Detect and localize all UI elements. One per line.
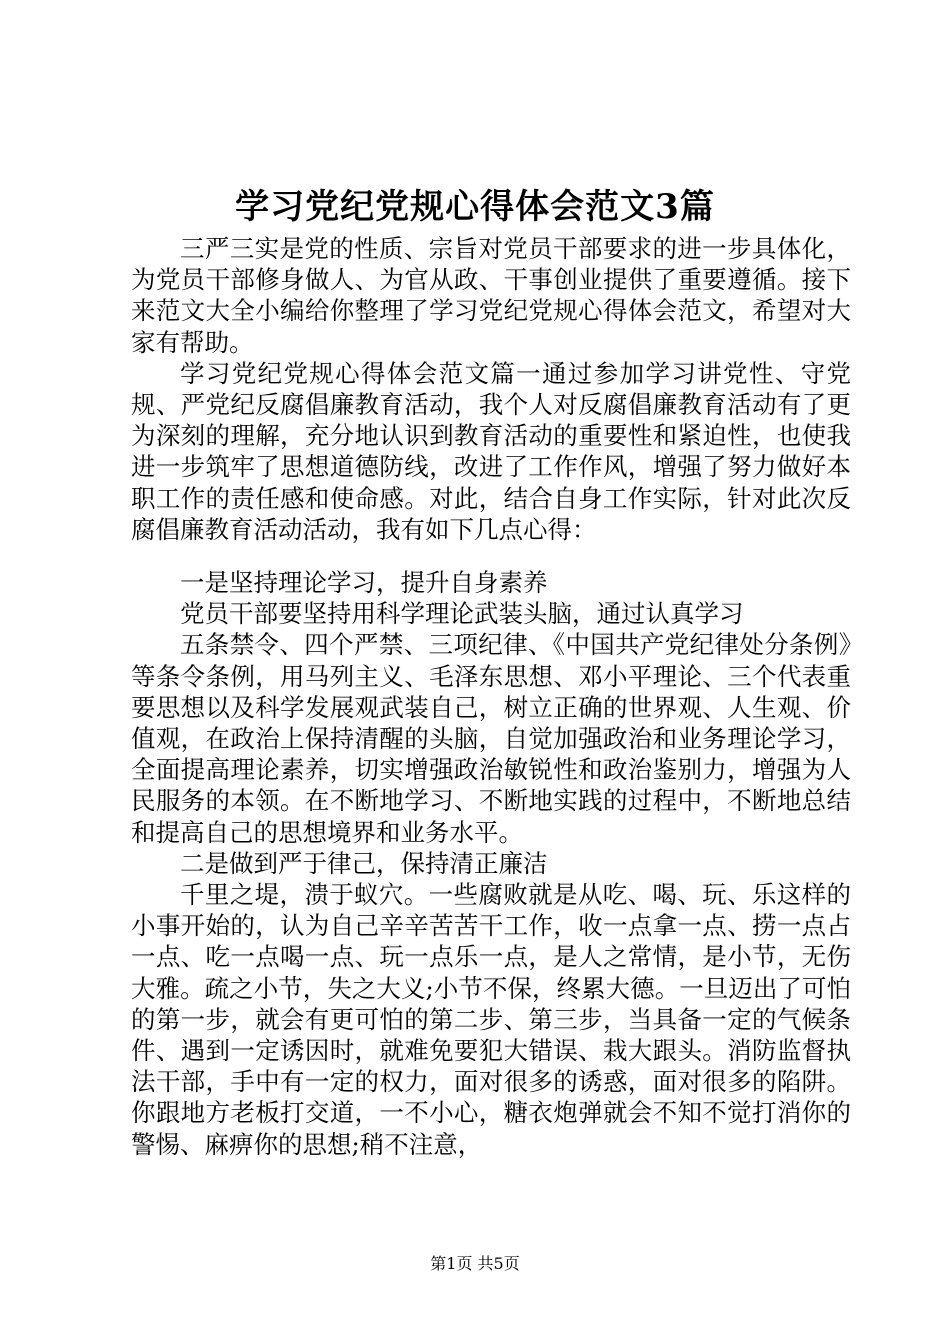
paragraph-theory-study: 党员干部要坚持用科学理论武装头脑，通过认真学习	[180, 599, 744, 629]
section-heading-one: 一是坚持理论学习，提升自身素养	[180, 568, 548, 598]
paragraph-regulations: 五条禁令、四个严禁、三项纪律、《中国共产党纪律处分条例》等条令条例，用马列主义、毛泽东思想、邓小平理论、三个代表重要思想以及科学发展观武装自己，树立正确的世界观、人生观、价值观，在政治上保持清醒的头脑，自觉加强政治和业务理论学习，全面提高理论素养，切实增强政治敏锐性和政治鉴别力，增强为人民服务的本领。在不断地学习、不断地实践的过程中，不断地总结和提高自己的思想境界和业务水平。	[131, 630, 851, 847]
document-body	[131, 233, 851, 1160]
paragraph-intro: 三严三实是党的性质、宗旨对党员干部要求的进一步具体化，为党员干部修身做人、为官从政、干事创业提供了重要遵循。接下来范文大全小编给你整理了学习党纪党规心得体会范文，希望对大家有帮助。	[131, 234, 851, 357]
paragraph-self-discipline: 千里之堤，溃于蚁穴。一些腐败就是从吃、喝、玩、乐这样的小事开始的，认为自己辛辛苦苦干工作，收一点拿一点、捞一点占一点、吃一点喝一点、玩一点乐一点，是人之常情，是小节，无伤大雅。疏之小节，失之大义;小节不保，终累大德。一旦迈出了可怕的第一步，就会有更可怕的第二步、第三步，当具备一定的气候条件、遇到一定诱因时，就难免要犯大错误、栽大跟头。消防监督执法干部，手中有一定的权力，面对很多的诱惑，面对很多的陷阱。你跟地方老板打交道，一不小心，糖衣炮弹就会不知不觉打消你的警惕、麻痹你的思想;稍不注意，	[131, 880, 851, 1159]
section-heading-two: 二是做到严于律己，保持清正廉洁	[180, 848, 548, 878]
document-title: 学习党纪党规心得体会范文3篇	[235, 187, 715, 227]
page-number-footer: 第1页 共5页	[430, 1254, 520, 1273]
paragraph-essay-one: 学习党纪党规心得体会范文篇一通过参加学习讲党性、守党规、严党纪反腐倡廉教育活动，我个人对反腐倡廉教育活动有了更为深刻的理解，充分地认识到教育活动的重要性和紧迫性，也使我进一步筑牢了思想道德防线，改进了工作作风，增强了努力做好本职工作的责任感和使命感。对此，结合自身工作实际，针对此次反腐倡廉教育活动活动，我有如下几点心得：	[131, 358, 851, 544]
